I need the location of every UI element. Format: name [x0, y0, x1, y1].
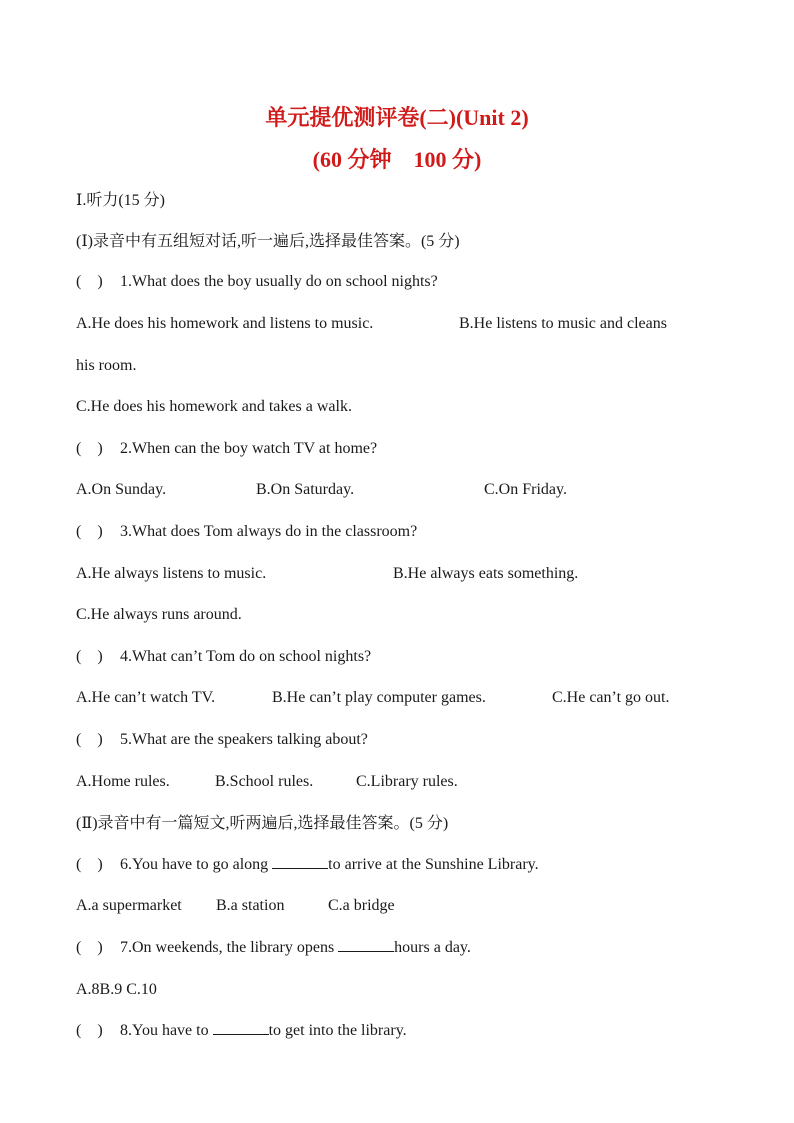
question-5 — [76, 729, 368, 751]
answer-bracket[interactable]: ( ) — [76, 856, 103, 873]
question-2 — [76, 438, 377, 460]
answer-bracket[interactable]: ( ) — [76, 648, 103, 665]
question-7: ( ) 7.On weekends, the library opens hours a day. — [76, 937, 471, 959]
question-6: ( ) 6.You have to go along to arrive at the Sunshine Library. — [76, 854, 539, 876]
option-c: C.He always runs around. — [76, 606, 242, 623]
part1-heading: (Ⅰ)录音中有五组短对话,听一遍后,选择最佳答案。(5 分) — [76, 233, 460, 250]
option-c: C.He does his homework and takes a walk. — [76, 398, 352, 415]
question-4 — [76, 646, 371, 668]
option-a: A.Home rules. — [76, 773, 170, 790]
answer-bracket[interactable]: ( ) — [76, 273, 103, 290]
page-subtitle: (60 分钟 100 分) — [312, 147, 482, 172]
option-a: A.He can’t watch TV. — [76, 689, 216, 706]
answer-bracket[interactable]: ( ) — [76, 939, 103, 956]
option-a: A.a supermarket — [76, 897, 182, 914]
option-c: C.a bridge — [328, 897, 395, 914]
fill-blank[interactable] — [213, 1020, 269, 1035]
part2-heading: (Ⅱ)录音中有一篇短文,听两遍后,选择最佳答案。(5 分) — [76, 815, 449, 832]
answer-bracket[interactable]: ( ) — [76, 1022, 103, 1039]
option-b-continued: his room. — [76, 357, 137, 374]
question-3 — [76, 521, 417, 543]
option-b: B.School rules. — [215, 773, 314, 790]
option-c: C.On Friday. — [484, 481, 567, 498]
answer-bracket[interactable]: ( ) — [76, 440, 103, 457]
option-c: C.Library rules. — [356, 773, 458, 790]
option-a: A.He always listens to music. — [76, 565, 267, 582]
question-stem: 5.What are the speakers talking about? — [120, 731, 368, 748]
question-stem: 2.When can the boy watch TV at home? — [120, 440, 378, 457]
option-b: B.On Saturday. — [256, 481, 355, 498]
fill-blank[interactable] — [272, 854, 328, 869]
answer-bracket[interactable]: ( ) — [76, 523, 103, 540]
answer-bracket[interactable]: ( ) — [76, 731, 103, 748]
option-a: A.On Sunday. — [76, 481, 167, 498]
option-b: B.a station — [216, 897, 285, 914]
fill-blank[interactable] — [338, 937, 394, 952]
option-a: A.He does his homework and listens to music. — [76, 315, 374, 332]
page-title: 单元提优测评卷(二)(Unit 2) — [265, 105, 529, 130]
option-b: B.He can’t play computer games. — [272, 689, 486, 706]
question-8: ( ) 8.You have to to get into the library. — [76, 1020, 407, 1042]
option-b: B.He listens to music and cleans — [459, 315, 667, 332]
section-heading: Ⅰ.听力(15 分) — [76, 192, 165, 209]
question-stem: 4.What can’t Tom do on school nights? — [120, 648, 372, 665]
question-1 — [76, 271, 438, 293]
option-c: C.He can’t go out. — [552, 689, 670, 706]
question-stem: 1.What does the boy usually do on school nights? — [120, 273, 438, 290]
option-b: B.He always eats something. — [393, 565, 579, 582]
options-line: A.8B.9 C.10 — [76, 981, 157, 998]
question-stem: 3.What does Tom always do in the classroom? — [120, 523, 418, 540]
